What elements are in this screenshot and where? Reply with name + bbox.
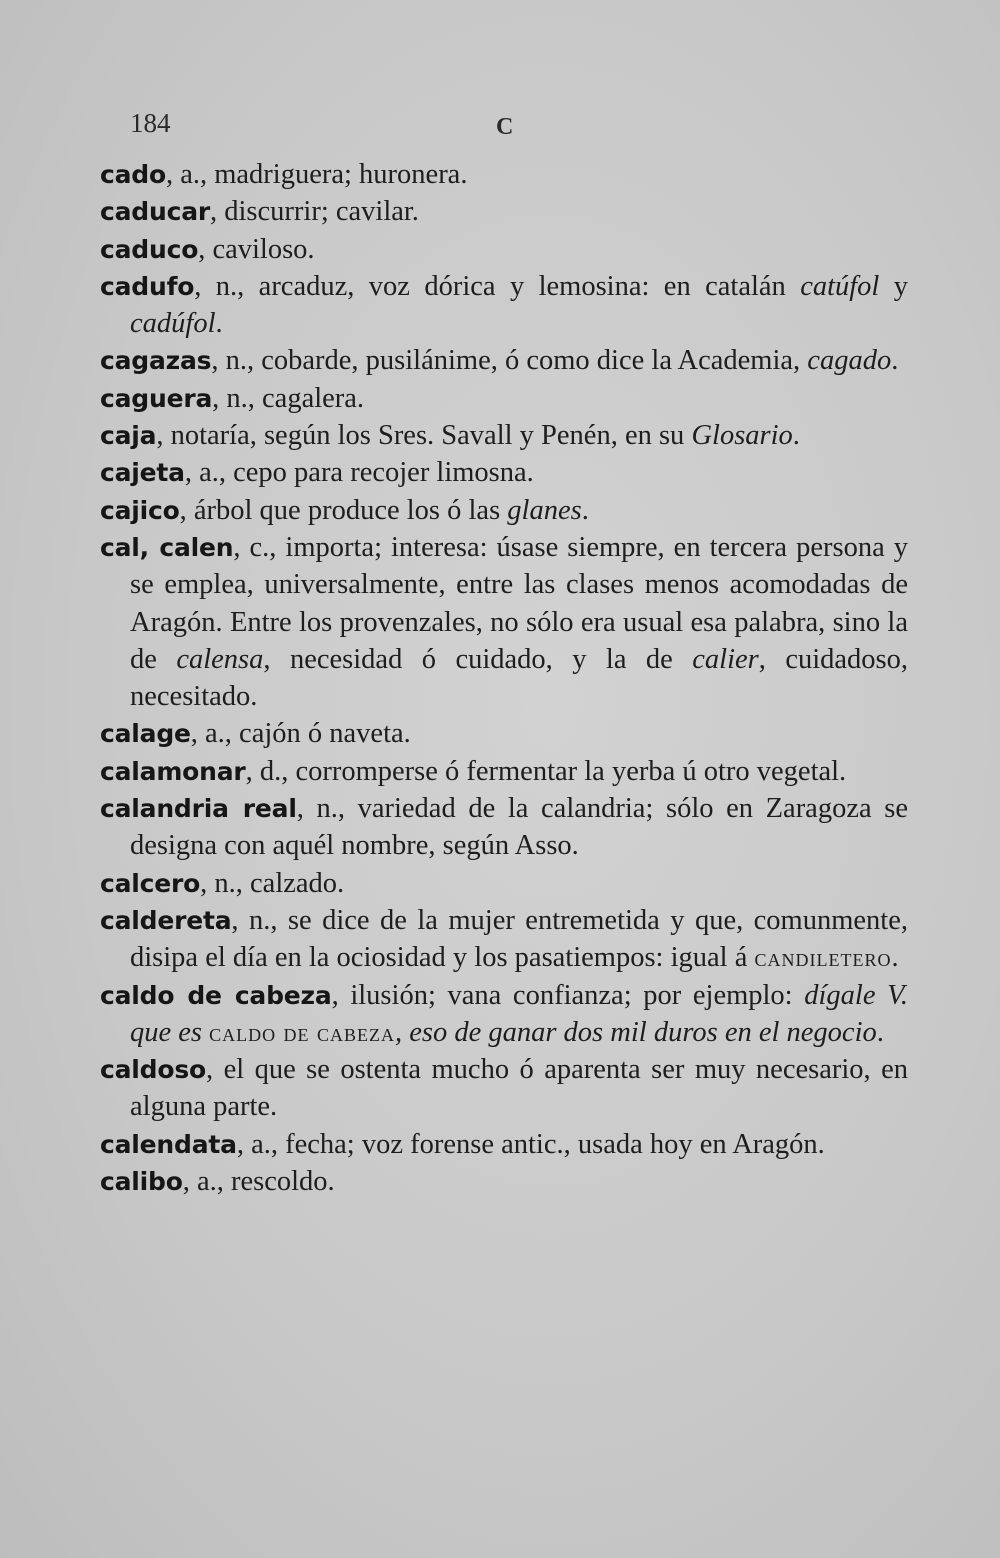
definition: .	[876, 1016, 884, 1048]
entry-cal-calen	[100, 529, 908, 715]
page-header	[0, 100, 1000, 140]
headword: caducar	[100, 197, 211, 227]
definition: , caviloso.	[198, 233, 315, 265]
definition: .	[215, 308, 223, 340]
headword: cado	[100, 160, 166, 189]
definition: , n., cobarde, pusilánime, ó como dice la Academia,	[211, 345, 808, 377]
headword: calage	[100, 719, 191, 749]
italic-term: calensa	[176, 643, 264, 675]
entry-caduco	[100, 231, 908, 268]
headword: caduco	[100, 234, 199, 264]
headword: caguera	[100, 383, 213, 413]
entry-cajeta	[100, 454, 908, 491]
definition: , árbol que produce los ó las	[179, 494, 508, 526]
entry-calage	[100, 715, 908, 752]
definition: , n., variedad de la calandria; sólo en Zaragoza se designa con aquél nombre, según Asso.	[130, 793, 908, 862]
headword: calcero	[100, 868, 201, 898]
example-text: dígale V. que es	[130, 979, 908, 1048]
headword: caldo de cabeza	[100, 980, 332, 1010]
entry-caldoso	[100, 1051, 908, 1126]
definition: , a., fecha; voz forense antic., usada hoy en Aragón.	[236, 1128, 825, 1160]
italic-term: cadúfol	[130, 308, 216, 340]
definition: , notaría, según los Sres. Savall y Penén, en su	[156, 420, 692, 452]
entry-caja	[100, 417, 908, 454]
entry-caducar	[100, 193, 908, 230]
definition: , necesidad ó cuidado, y la de	[263, 643, 693, 675]
italic-term: calier	[692, 643, 759, 675]
entry-caguera	[100, 380, 908, 417]
definition: y	[879, 270, 908, 302]
headword: cagazas	[100, 346, 212, 376]
headword: cajeta	[100, 458, 185, 488]
small-caps-term: caldo de cabeza	[209, 1017, 395, 1047]
definition: , a., cepo para recojer limosna.	[184, 457, 534, 489]
italic-term: catúfol	[800, 270, 880, 302]
definition: , n., se dice de la mujer entremetida y que, comunmente, disipa el día en la ociosidad y los pasatiempos: igual á	[130, 904, 908, 974]
headword: cal, calen	[100, 532, 234, 562]
definition: , discurrir; cavilar.	[210, 196, 419, 228]
definition: .	[891, 942, 899, 974]
definition: , d., corromperse ó fermentar la yerba ú otro vegetal.	[245, 755, 847, 787]
headword: cajico	[100, 495, 180, 525]
entry-cadufo	[100, 268, 908, 343]
entry-cado	[100, 156, 908, 193]
entry-calendata	[100, 1126, 908, 1163]
dictionary-entries	[100, 156, 908, 1200]
definition: , ilusión; vana confianza; por ejemplo:	[331, 979, 805, 1011]
definition: , n., calzado.	[200, 867, 345, 899]
entry-calamonar	[100, 753, 908, 790]
entry-calandria-real	[100, 790, 908, 865]
definition: , cuidadoso, necesitado.	[130, 643, 908, 713]
section-letter: C	[496, 114, 514, 140]
italic-term: cagado	[807, 345, 892, 377]
entry-caldereta	[100, 902, 908, 977]
definition: , a., madriguera; huronera.	[165, 159, 468, 190]
page-number: 184	[130, 108, 171, 138]
entry-calcero	[100, 865, 908, 902]
headword: calibo	[100, 1167, 183, 1197]
headword: cadufo	[100, 271, 195, 301]
definition: , el que se ostenta mucho ó aparenta ser muy necesario, en alguna parte.	[130, 1054, 908, 1123]
italic-term: Glosario	[691, 420, 793, 452]
headword: calendata	[100, 1129, 237, 1159]
entry-caldo-de-cabeza	[100, 977, 908, 1052]
definition: , c., importa; interesa: úsase siempre, en tercera persona y se emplea, universalmente, entre las clases menos acomodadas de Aragón. Entre los provenzales, no sólo era usual esa palabra, sino la de	[130, 531, 908, 675]
headword: calandria real	[100, 794, 297, 824]
headword: caja	[100, 421, 157, 451]
entry-cajico	[100, 492, 908, 529]
entry-cagazas	[100, 342, 908, 379]
headword: calamonar	[100, 756, 246, 786]
entry-calibo	[100, 1163, 908, 1200]
definition: .	[581, 494, 589, 526]
small-caps-term: candiletero	[754, 943, 892, 973]
definition: .	[792, 420, 800, 452]
definition: , n., arcaduz, voz dórica y lemosina: en catalán	[194, 270, 801, 302]
headword: caldereta	[100, 905, 232, 935]
example-text: , eso de ganar dos mil duros en el negocio	[394, 1016, 877, 1048]
headword: caldoso	[100, 1055, 206, 1085]
italic-term: glanes	[507, 494, 582, 526]
definition: .	[891, 345, 899, 377]
definition: , a., rescoldo.	[182, 1166, 335, 1198]
definition: , n., cagalera.	[212, 382, 365, 414]
definition: , a., cajón ó naveta.	[190, 718, 411, 750]
